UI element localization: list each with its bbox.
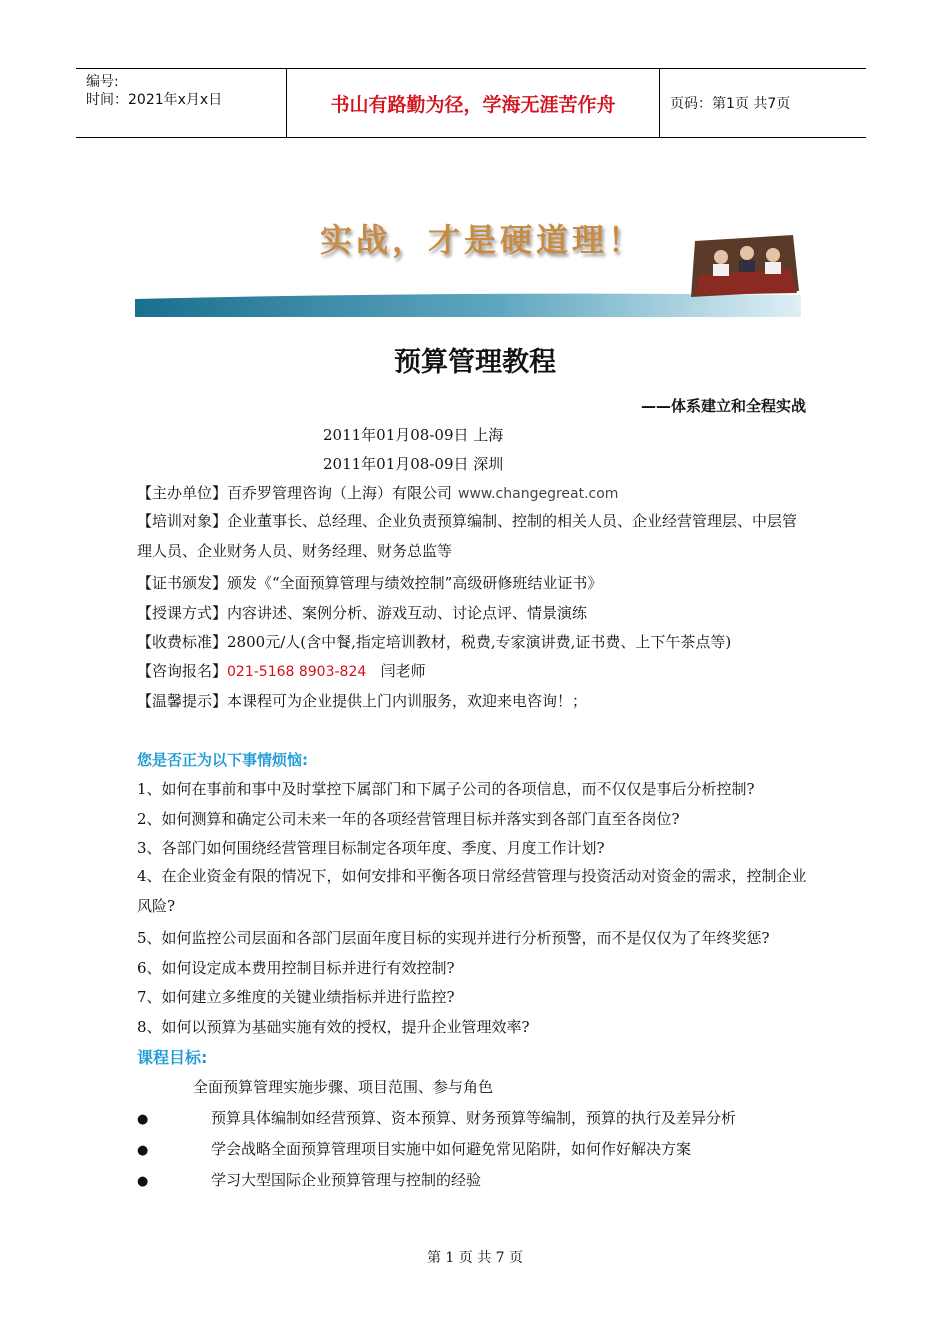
fee-value: 2800元/人(含中餐,指定培训教材，税费,专家演讲费,证书费、上下午茶点等) <box>227 633 732 651</box>
page-footer: 第 1 页 共 7 页 <box>426 1250 524 1266</box>
contact-phone: 021-5168 8903-824 <box>227 664 367 680</box>
header-page-label: 页码：第1页 共7页 <box>670 96 791 112</box>
trouble-item: 1、如何在事前和事中及时掌控下属部门和下属子公司的各项信息，而不仅仅是事后分析控制? <box>137 780 755 798</box>
host-label: 【主办单位】 <box>137 484 228 502</box>
bullet-dot-icon <box>137 1109 193 1127</box>
goal-text: 预算具体编制如经营预算、资本预算、财务预算等编制，预算的执行及差异分析 <box>211 1109 737 1127</box>
goals-heading: 课程目标: <box>137 1048 208 1067</box>
trouble-item: 3、各部门如何围绕经营管理目标制定各项年度、季度、月度工作计划? <box>137 839 605 857</box>
target-label: 【培训对象】 <box>137 512 228 530</box>
trouble-item: 7、如何建立多维度的关键业绩指标并进行监控? <box>137 988 455 1006</box>
method-label: 【授课方式】 <box>137 604 228 622</box>
page-header <box>76 68 866 138</box>
time-label: 时间：2021年x月x日 <box>86 92 223 108</box>
goal-text: 学习大型国际企业预算管理与控制的经验 <box>211 1171 482 1189</box>
contact-label: 【咨询报名】 <box>137 662 228 680</box>
header-motto: 书山有路勤为径，学海无涯苦作舟 <box>287 69 660 137</box>
meeting-photo <box>687 235 799 297</box>
tip-label: 【温馨提示】 <box>137 692 228 710</box>
trouble-item: 2、如何测算和确定公司未来一年的各项经营管理目标并落实到各部门直至各岗位? <box>137 810 680 828</box>
method-row <box>137 602 587 623</box>
host-value: 百乔罗管理咨询（上海）有限公司 <box>227 484 453 502</box>
goal-text: 学会战略全面预算管理项目实施中如何避免常见陷阱，如何作好解决方案 <box>211 1140 692 1158</box>
contact-row <box>137 660 426 681</box>
goal-bullet <box>137 1169 481 1190</box>
cert-row <box>137 572 602 593</box>
goal-bullet <box>137 1138 691 1159</box>
document-subtitle: ——体系建立和全程实战 <box>640 397 806 415</box>
bullet-dot-icon <box>137 1171 193 1189</box>
banner <box>135 195 801 317</box>
fee-label: 【收费标准】 <box>137 633 228 651</box>
website-link[interactable]: www.changegreat.com <box>458 486 619 502</box>
contact-person: 闫老师 <box>380 662 426 680</box>
method-value: 内容讲述、案例分析、游戏互动、讨论点评、情景演练 <box>227 604 588 622</box>
target-value: 企业董事长、总经理、企业负责预算编制、控制的相关人员、企业经营管理层、中层管理人员、企业财务人员、财务经理、财务总监等 <box>137 512 798 560</box>
document-title: 预算管理教程 <box>394 347 556 378</box>
bullet-dot-icon <box>137 1140 193 1158</box>
date-shanghai: 2011年01月08-09日 上海 <box>323 426 504 444</box>
banner-slogan: 实战，才是硬道理！ <box>320 221 645 259</box>
trouble-item: 8、如何以预算为基础实施有效的授权，提升企业管理效率? <box>137 1018 530 1036</box>
host-row <box>137 482 618 503</box>
tip-value: 本课程可为企业提供上门内训服务，欢迎来电咨询！； <box>227 692 588 710</box>
troubles-heading: 您是否正为以下事情烦恼: <box>137 751 308 769</box>
cert-label: 【证书颁发】 <box>137 574 228 592</box>
tip-row <box>137 690 587 711</box>
header-left-cell <box>76 69 287 137</box>
fee-row <box>137 631 731 652</box>
number-label: 编号: <box>86 74 119 90</box>
date-shenzhen: 2011年01月08-09日 深圳 <box>323 455 504 473</box>
trouble-item: 6、如何设定成本费用控制目标并进行有效控制? <box>137 959 455 977</box>
trouble-item: 5、如何监控公司层面和各部门层面年度目标的实现并进行分析预警，而不是仅仅为了年终奖惩? <box>137 929 770 947</box>
cert-value: 颁发《“全面预算管理与绩效控制”高级研修班结业证书》 <box>227 574 603 592</box>
goal-bullet <box>137 1107 736 1128</box>
trouble-item: 4、在企业资金有限的情况下，如何安排和平衡各项日常经营管理与投资活动对资金的需求，控制企业风险? <box>137 867 807 915</box>
target-row <box>137 506 809 566</box>
goals-intro: 全面预算管理实施步骤、项目范围、参与角色 <box>193 1078 494 1096</box>
